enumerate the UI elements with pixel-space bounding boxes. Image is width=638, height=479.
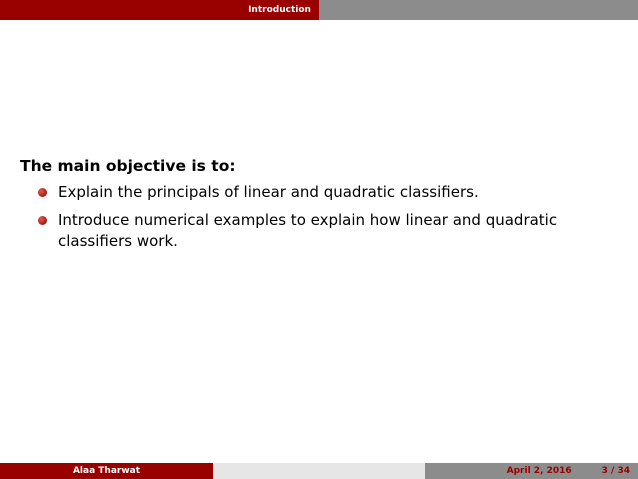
bullet-text: Introduce numerical examples to explain how linear and quadratic classifiers work.: [58, 211, 558, 250]
bullet-item: [20, 182, 620, 203]
footer-date-page: [425, 463, 638, 479]
footer-title-segment: [213, 463, 425, 479]
slide-heading: The main objective is to:: [20, 157, 236, 175]
nav-bar-left-segment: [0, 0, 240, 20]
bullet-list: [20, 182, 620, 252]
footer-date: April 2, 2016: [506, 466, 572, 476]
bullet-ball-icon: [38, 188, 47, 197]
nav-bar-right-segment: [319, 0, 638, 20]
bullet-text: Explain the principals of linear and quadratic classifiers.: [58, 183, 479, 201]
slide-content: [20, 156, 620, 259]
footer-author: [0, 463, 213, 479]
footer-author-label: Alaa Tharwat: [72, 466, 141, 476]
bullet-ball-icon: [38, 216, 47, 225]
bullet-item: [20, 210, 620, 252]
top-navigation-bar: [0, 0, 638, 20]
nav-section-label: Introduction: [248, 5, 311, 15]
nav-section-introduction[interactable]: [240, 0, 319, 20]
footer-page-number: 3 / 34: [601, 466, 630, 476]
footer-bar: [0, 463, 638, 479]
